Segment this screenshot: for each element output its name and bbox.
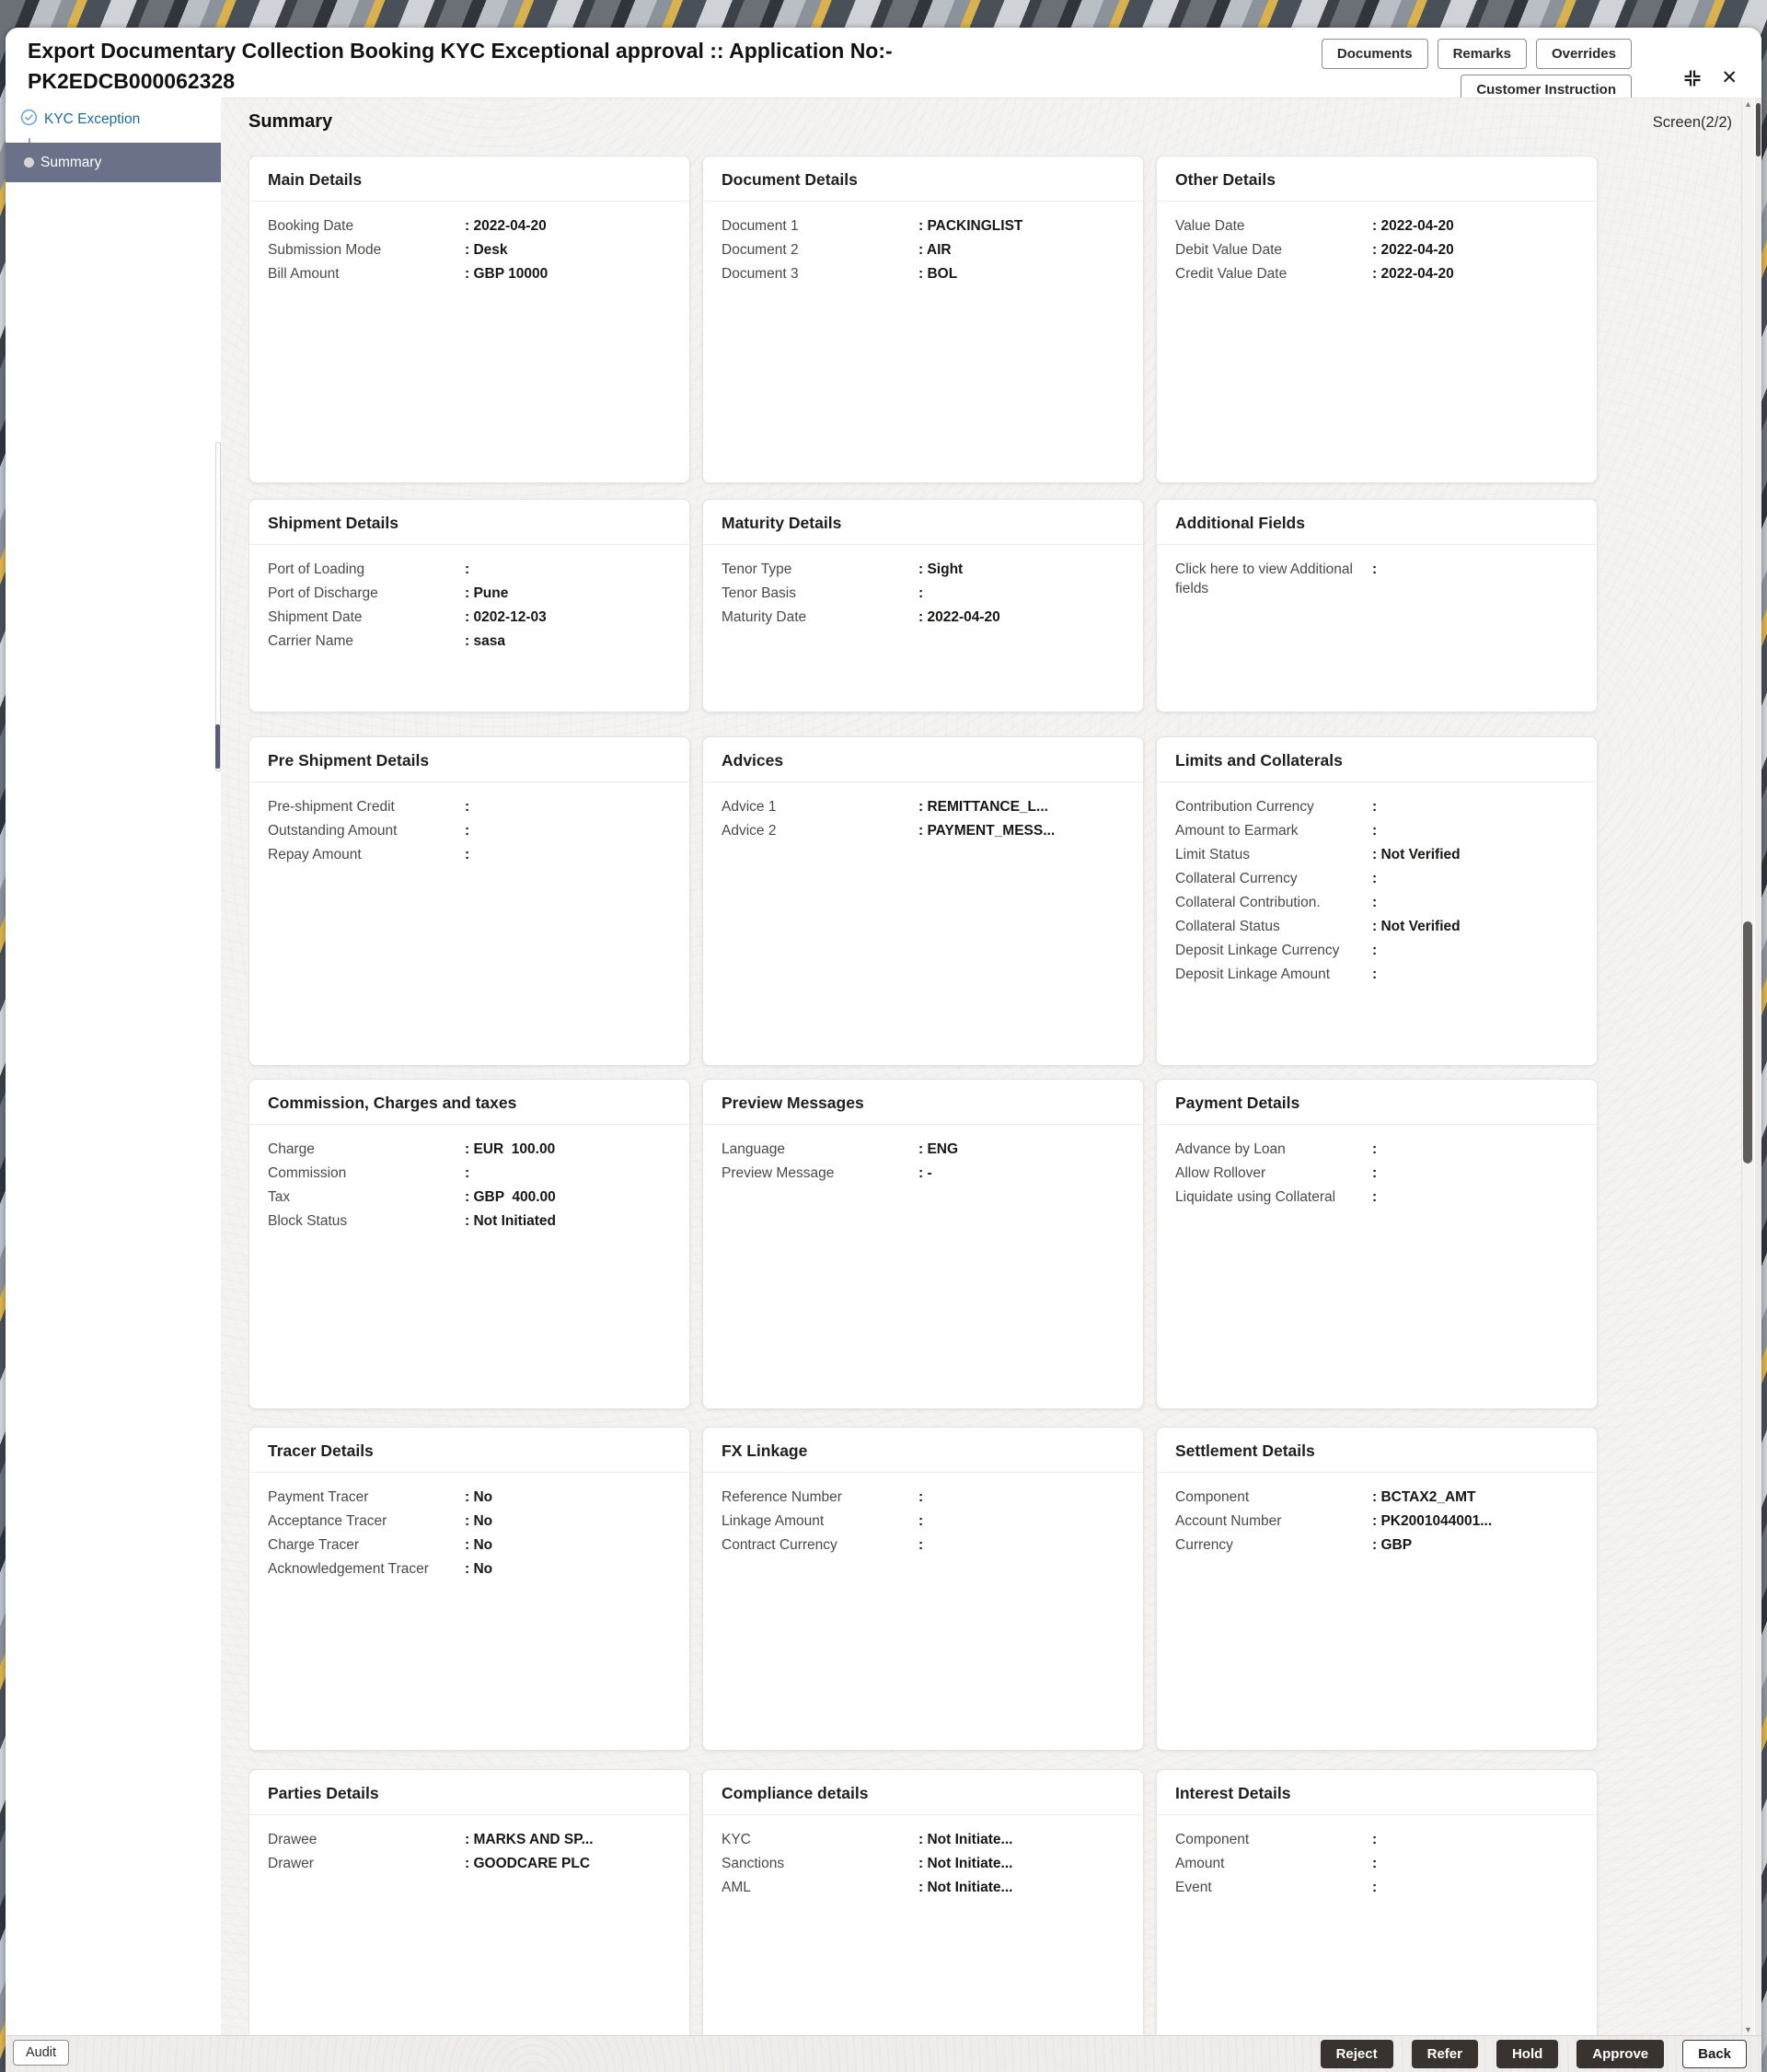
field-row	[1175, 821, 1578, 840]
field-row	[722, 1854, 1125, 1873]
field-value: : Desk	[465, 242, 508, 258]
card-header	[1157, 500, 1597, 545]
card-header	[249, 500, 689, 545]
field-row	[268, 631, 671, 651]
card-title: Tracer Details	[268, 1441, 374, 1460]
card-body	[249, 782, 689, 884]
field-value: : Sight	[918, 561, 964, 577]
field-value: : 2022-04-20	[918, 609, 1000, 625]
field-value: : GBP 400.00	[465, 1189, 556, 1205]
field-label: Shipment Date	[268, 609, 363, 625]
field-row	[268, 1511, 671, 1531]
field-value: :	[1372, 1189, 1378, 1205]
field-label: Booking Date	[268, 218, 354, 234]
card-body	[703, 1815, 1143, 1916]
field-label: Linkage Amount	[722, 1513, 825, 1529]
field-row	[722, 608, 1125, 627]
card-title: Document Details	[722, 170, 858, 189]
field-row	[268, 1211, 671, 1231]
card-title: Limits and Collaterals	[1175, 751, 1343, 770]
card-title: Parties Details	[268, 1784, 379, 1802]
field-label: Currency	[1175, 1537, 1233, 1553]
field-row	[1175, 1854, 1578, 1873]
field-value: :	[1372, 943, 1378, 958]
field-value: :	[918, 1489, 924, 1505]
field-row	[1175, 1140, 1578, 1159]
field-label: Charge Tracer	[268, 1537, 360, 1553]
field-value: : -	[918, 1165, 932, 1181]
main-content	[221, 98, 1745, 2036]
field-row	[722, 821, 1125, 840]
field-row	[268, 845, 671, 864]
card-header	[1157, 1428, 1597, 1473]
field-label: Value Date	[1175, 218, 1245, 234]
field-label: Advice 2	[722, 823, 777, 839]
field-row	[722, 584, 1125, 603]
field-value: : Not Verified	[1372, 919, 1461, 934]
field-row	[1175, 1830, 1578, 1849]
field-value: :	[1372, 561, 1378, 577]
card-interest-details	[1156, 1769, 1598, 2036]
back-button[interactable]: Back	[1682, 2040, 1747, 2068]
field-row	[722, 240, 1125, 260]
card-body	[249, 1815, 689, 1893]
screen-indicator: Screen(2/2)	[1652, 114, 1732, 131]
card-body	[703, 1473, 1143, 1574]
card-body	[1157, 202, 1597, 303]
card-title: Other Details	[1175, 170, 1276, 189]
card-maturity-details	[702, 499, 1144, 712]
field-value: : AIR	[918, 242, 952, 258]
page-title-line2: PK2EDCB000062328	[28, 69, 236, 93]
field-value: :	[918, 1537, 924, 1553]
field-label: Deposit Linkage Amount	[1175, 967, 1331, 982]
field-row	[722, 1163, 1125, 1183]
sidebar-item-label: Summary	[40, 154, 102, 170]
field-row	[722, 1487, 1125, 1507]
card-title: FX Linkage	[722, 1441, 808, 1460]
field-value: :	[465, 847, 470, 862]
field-label: Component	[1175, 1832, 1250, 1847]
field-row	[1175, 797, 1578, 816]
card-document-details	[702, 156, 1144, 483]
field-row	[268, 584, 671, 603]
sidebar-item-label: KYC Exception	[44, 111, 141, 127]
field-value: :	[1372, 1832, 1378, 1847]
field-label: Collateral Status	[1175, 919, 1280, 934]
card-row	[248, 1769, 1736, 2036]
field-value: :	[465, 799, 470, 815]
field-row	[268, 560, 671, 579]
field-value: : PAYMENT_MESS...	[918, 823, 1056, 839]
card-header	[703, 156, 1143, 202]
card-commission-charges-and-taxes	[248, 1079, 690, 1409]
field-row	[1175, 845, 1578, 864]
field-row	[1175, 941, 1578, 960]
field-label: Preview Message	[722, 1165, 835, 1181]
field-row	[722, 797, 1125, 816]
field-value: :	[1372, 1880, 1378, 1895]
field-label: Advance by Loan	[1175, 1141, 1286, 1157]
field-value: : EUR 100.00	[465, 1141, 556, 1157]
card-payment-details	[1156, 1079, 1598, 1409]
field-value: : BCTAX2_AMT	[1372, 1489, 1476, 1505]
field-value: :	[465, 561, 470, 577]
field-value: : 2022-04-20	[1372, 242, 1454, 258]
field-value: :	[918, 585, 924, 601]
window-controls	[1682, 68, 1738, 88]
card-title: Commission, Charges and taxes	[268, 1094, 517, 1112]
field-row	[722, 1878, 1125, 1897]
field-label: Outstanding Amount	[268, 823, 398, 839]
field-value: : sasa	[465, 633, 505, 649]
card-header	[703, 1770, 1143, 1815]
audit-button[interactable]: Audit	[13, 2040, 69, 2066]
card-preview-messages	[702, 1079, 1144, 1409]
field-value: : GOODCARE PLC	[465, 1856, 591, 1871]
field-label: Repay Amount	[268, 847, 362, 862]
field-label: Acceptance Tracer	[268, 1513, 387, 1529]
field-value: :	[1372, 1165, 1378, 1181]
field-value: :	[1372, 1141, 1378, 1157]
field-value: :	[1372, 871, 1378, 886]
field-label: Credit Value Date	[1175, 266, 1288, 282]
card-body	[249, 545, 689, 670]
cards-area	[248, 156, 1736, 2036]
sidebar-item-kyc-exception[interactable]	[6, 98, 221, 131]
outer-scrollbar[interactable]	[1755, 98, 1761, 2064]
field-row	[268, 240, 671, 260]
field-label: Amount	[1175, 1856, 1225, 1871]
field-row	[268, 1535, 671, 1555]
card-limits-and-collaterals	[1156, 736, 1598, 1066]
card-additional-fields	[1156, 499, 1598, 712]
card-compliance-details	[702, 1769, 1144, 2036]
field-label: Limit Status	[1175, 847, 1250, 862]
field-row	[1175, 560, 1578, 598]
field-label: Acknowledgement Tracer	[268, 1561, 429, 1577]
outer-scrollbar-thumb[interactable]	[1756, 103, 1761, 156]
card-row	[248, 1427, 1736, 1751]
card-header	[703, 1428, 1143, 1473]
field-value: :	[918, 1513, 924, 1529]
content-header	[221, 98, 1745, 133]
field-label: Drawer	[268, 1856, 314, 1871]
card-header	[249, 1080, 689, 1125]
card-row	[248, 499, 1736, 712]
card-title: Interest Details	[1175, 1784, 1291, 1802]
card-body	[1157, 1473, 1597, 1574]
card-pre-shipment-details	[248, 736, 690, 1066]
field-row	[722, 264, 1125, 284]
field-value: :	[1372, 799, 1378, 815]
card-header	[249, 1428, 689, 1473]
field-label: Language	[722, 1141, 785, 1157]
field-label: Deposit Linkage Currency	[1175, 943, 1340, 958]
field-label: Account Number	[1175, 1513, 1282, 1529]
field-label: Document 3	[722, 266, 799, 282]
card-settlement-details	[1156, 1427, 1598, 1751]
field-row	[1175, 1878, 1578, 1897]
card-body	[249, 1473, 689, 1598]
field-value: : GBP	[1372, 1537, 1413, 1553]
field-label: Component	[1175, 1489, 1250, 1505]
field-row	[722, 1535, 1125, 1555]
field-row	[722, 560, 1125, 579]
card-title: Settlement Details	[1175, 1441, 1315, 1460]
field-label: Carrier Name	[268, 633, 354, 649]
field-value: :	[465, 823, 470, 839]
customer-instruction-button[interactable]: Customer Instruction	[1461, 75, 1632, 105]
field-row	[1175, 240, 1578, 260]
content-heading: Summary	[248, 111, 333, 132]
field-value: : 0202-12-03	[465, 609, 547, 625]
field-label: Block Status	[268, 1213, 348, 1229]
field-value: : ENG	[918, 1141, 959, 1157]
field-value: : No	[465, 1489, 493, 1505]
field-label: Allow Rollover	[1175, 1165, 1266, 1181]
field-label: Tenor Basis	[722, 585, 796, 601]
field-label: Submission Mode	[268, 242, 382, 258]
collapse-icon[interactable]	[1682, 68, 1703, 88]
card-main-details	[248, 156, 690, 483]
card-body	[1157, 1815, 1597, 1916]
card-header	[1157, 1080, 1597, 1125]
dot-icon	[24, 157, 34, 168]
page-title-line1: Export Documentary Collection Booking KYC Exceptional approval :: Application No:-	[28, 39, 893, 63]
field-value: : Pune	[465, 585, 509, 601]
field-value: :	[1372, 895, 1378, 910]
app-window	[6, 28, 1761, 2072]
card-parties-details	[248, 1769, 690, 2036]
field-row	[722, 1830, 1125, 1849]
field-label: Document 1	[722, 218, 799, 234]
card-title: Additional Fields	[1175, 514, 1305, 532]
field-row	[1175, 893, 1578, 912]
field-label: Tenor Type	[722, 561, 792, 577]
card-header	[1157, 1770, 1597, 1815]
card-body	[1157, 782, 1597, 1003]
card-body	[1157, 1125, 1597, 1226]
field-row	[722, 1511, 1125, 1531]
field-row	[268, 821, 671, 840]
card-header	[249, 156, 689, 202]
field-label: Advice 1	[722, 799, 777, 815]
field-label: KYC	[722, 1832, 751, 1847]
card-title: Payment Details	[1175, 1094, 1300, 1112]
field-label: Bill Amount	[268, 266, 340, 282]
refer-button[interactable]: Refer	[1412, 2040, 1478, 2068]
card-row	[248, 736, 1736, 1066]
card-advices	[702, 736, 1144, 1066]
field-value: : PACKINGLIST	[918, 218, 1023, 234]
card-title: Maturity Details	[722, 514, 842, 532]
app-header	[6, 28, 1761, 98]
overrides-button[interactable]: Overrides	[1536, 39, 1632, 69]
field-row	[268, 1140, 671, 1159]
field-label: Event	[1175, 1880, 1212, 1895]
field-label: Commission	[268, 1165, 347, 1181]
content-scrollbar-track[interactable]	[215, 442, 221, 771]
card-body	[249, 1125, 689, 1250]
field-value: : GBP 10000	[465, 266, 549, 282]
footer-bar	[6, 2035, 1761, 2072]
field-label: Payment Tracer	[268, 1489, 369, 1505]
vertical-scrollbar-thumb[interactable]	[1743, 921, 1752, 1163]
field-value: : Not Verified	[1372, 847, 1461, 862]
field-row	[722, 216, 1125, 236]
field-row	[1175, 1511, 1578, 1531]
field-row	[268, 1487, 671, 1507]
card-body	[1157, 545, 1597, 618]
field-value: :	[1372, 823, 1378, 839]
card-body	[703, 1125, 1143, 1202]
card-row	[248, 156, 1736, 483]
approve-button[interactable]: Approve	[1576, 2040, 1664, 2068]
documents-button[interactable]: Documents	[1322, 39, 1428, 69]
field-row	[1175, 917, 1578, 936]
field-row	[268, 264, 671, 284]
field-value: : Not Initiated	[465, 1213, 557, 1229]
field-label: Drawee	[268, 1832, 318, 1847]
card-header	[249, 1770, 689, 1815]
field-label: Tax	[268, 1189, 291, 1205]
vertical-scrollbar[interactable]	[1741, 98, 1754, 2036]
field-value: : Not Initiate...	[918, 1856, 1013, 1871]
close-icon[interactable]: ✕	[1721, 67, 1738, 88]
card-body	[703, 202, 1143, 303]
field-value: : MARKS AND SP...	[465, 1832, 594, 1847]
remarks-button[interactable]: Remarks	[1438, 39, 1527, 69]
card-header	[1157, 737, 1597, 782]
content-scrollbar-thumb[interactable]	[215, 724, 220, 769]
field-row	[268, 1854, 671, 1873]
field-row	[722, 1140, 1125, 1159]
field-label: Contribution Currency	[1175, 799, 1314, 815]
field-row	[1175, 264, 1578, 284]
field-row	[268, 608, 671, 627]
card-row	[248, 1079, 1736, 1409]
field-row	[268, 1830, 671, 1849]
field-row	[1175, 965, 1578, 984]
field-value: :	[1372, 967, 1378, 982]
field-row	[1175, 1163, 1578, 1183]
card-header	[703, 1080, 1143, 1125]
card-title: Pre Shipment Details	[268, 751, 430, 770]
card-header	[703, 737, 1143, 782]
field-row	[1175, 216, 1578, 236]
field-row	[268, 1163, 671, 1183]
card-body	[703, 545, 1143, 646]
field-row	[268, 1559, 671, 1579]
field-label: Port of Loading	[268, 561, 365, 577]
card-shipment-details	[248, 499, 690, 712]
card-title: Main Details	[268, 170, 363, 189]
sidebar	[6, 98, 222, 2036]
field-row	[268, 1187, 671, 1207]
hold-button[interactable]: Hold	[1496, 2040, 1558, 2068]
field-label: Collateral Currency	[1175, 871, 1298, 886]
field-label: Liquidate using Collateral	[1175, 1189, 1336, 1205]
card-title: Shipment Details	[268, 514, 398, 532]
field-label: Port of Discharge	[268, 585, 378, 601]
field-row	[268, 797, 671, 816]
field-value: : No	[465, 1513, 493, 1529]
card-body	[249, 202, 689, 303]
field-row	[1175, 1187, 1578, 1207]
field-label: Reference Number	[722, 1489, 842, 1505]
check-circle-icon	[20, 109, 38, 131]
field-row	[1175, 1535, 1578, 1555]
field-label: Amount to Earmark	[1175, 823, 1299, 839]
field-label: Debit Value Date	[1175, 242, 1283, 258]
field-label: Click here to view Additional fields	[1175, 561, 1353, 596]
card-title: Preview Messages	[722, 1094, 864, 1112]
sidebar-item-summary[interactable]	[6, 143, 221, 182]
field-label: Contract Currency	[722, 1537, 837, 1553]
field-label: AML	[722, 1880, 751, 1895]
card-tracer-details	[248, 1427, 690, 1751]
field-value: : PK2001044001...	[1372, 1513, 1493, 1529]
field-value: : 2022-04-20	[1372, 218, 1454, 234]
field-row	[268, 216, 671, 236]
field-value: : Not Initiate...	[918, 1880, 1013, 1895]
field-label: Charge	[268, 1141, 315, 1157]
field-value: : REMITTANCE_L...	[918, 799, 1048, 815]
card-title: Advices	[722, 751, 784, 770]
card-fx-linkage	[702, 1427, 1144, 1751]
field-value: : 2022-04-20	[1372, 266, 1454, 282]
header-actions-row1	[1236, 39, 1632, 69]
scroll-up-icon[interactable]: ▲	[1744, 99, 1752, 109]
scroll-down-icon[interactable]: ▼	[1744, 2025, 1752, 2034]
field-label: Pre-shipment Credit	[268, 799, 395, 815]
field-label: Collateral Contribution.	[1175, 895, 1321, 910]
card-title: Compliance details	[722, 1784, 869, 1802]
field-row	[1175, 869, 1578, 888]
field-label: Maturity Date	[722, 609, 807, 625]
field-label: Document 2	[722, 242, 799, 258]
card-header	[249, 737, 689, 782]
reject-button[interactable]: Reject	[1321, 2040, 1393, 2068]
card-header	[703, 500, 1143, 545]
field-value: : BOL	[918, 266, 958, 282]
card-header	[1157, 156, 1597, 202]
card-other-details	[1156, 156, 1598, 483]
field-label: Sanctions	[722, 1856, 785, 1871]
footer-actions	[1321, 2040, 1747, 2068]
field-value: : No	[465, 1561, 493, 1577]
field-value: :	[1372, 1856, 1378, 1871]
field-value: : No	[465, 1537, 493, 1553]
field-value: : 2022-04-20	[465, 218, 547, 234]
field-row	[1175, 1487, 1578, 1507]
card-body	[703, 782, 1143, 860]
field-value: :	[465, 1165, 470, 1181]
field-value: : Not Initiate...	[918, 1832, 1013, 1847]
